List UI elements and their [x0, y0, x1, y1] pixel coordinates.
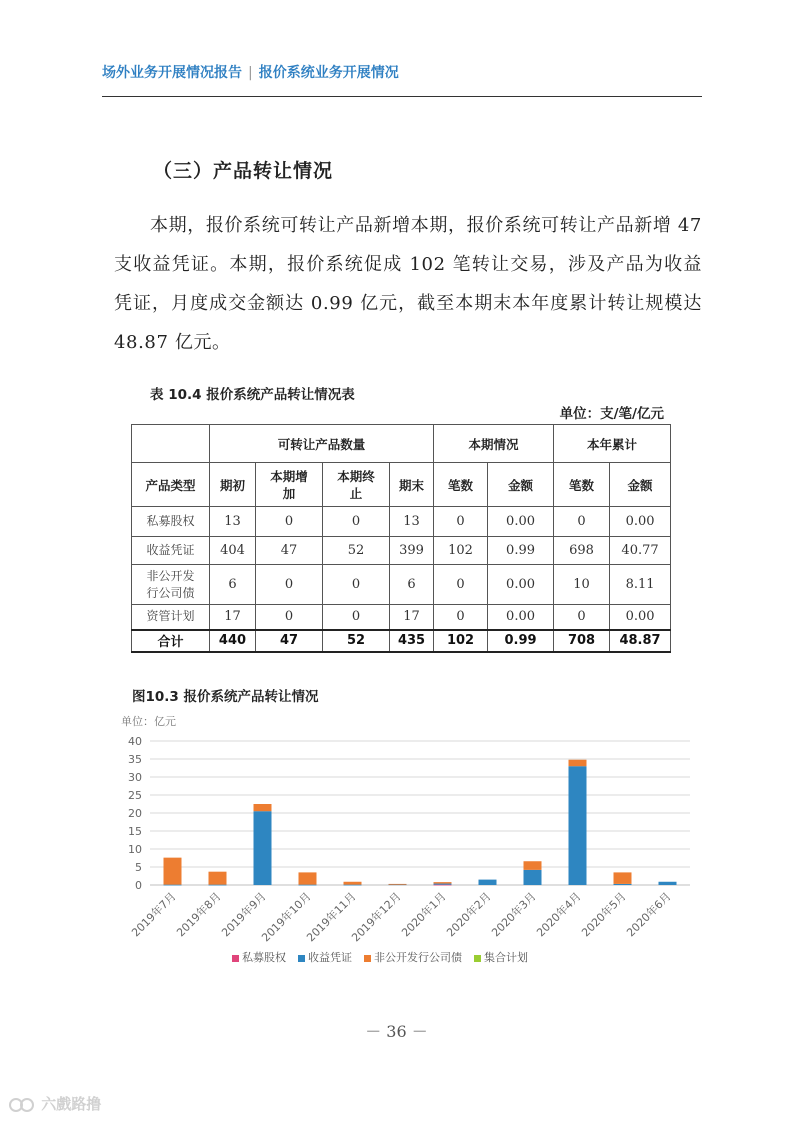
column-header: 笔数	[554, 463, 610, 507]
legend-label: 非公开发行公司债	[374, 951, 462, 964]
table-cell: 52	[323, 630, 390, 652]
table-cell: 0	[256, 605, 323, 630]
page-number: － 36 －	[365, 1022, 428, 1041]
watermark-text: 六戲路撸	[41, 1095, 102, 1113]
x-tick-label: 2019年7月	[129, 889, 179, 940]
table-row	[132, 565, 671, 605]
x-tick-label: 2020年3月	[489, 889, 539, 940]
table-cell: 6	[390, 565, 434, 605]
y-tick-label: 40	[128, 735, 142, 748]
column-header: 期末	[390, 463, 434, 507]
bar-segment	[209, 872, 227, 885]
table-cell: 48.87	[610, 630, 671, 652]
bar-segment	[164, 885, 182, 886]
bar-segment	[164, 858, 182, 885]
group-header-row	[132, 425, 671, 463]
y-tick-label: 35	[128, 753, 142, 766]
bar-segment	[569, 766, 587, 885]
table-cell: 17	[390, 605, 434, 630]
table-cell: 13	[210, 507, 256, 537]
bar-segment	[614, 884, 632, 885]
table-cell: 0	[256, 565, 323, 605]
table-cell: 102	[434, 630, 488, 652]
table-cell: 资管计划	[132, 605, 210, 630]
table-cell: 0.00	[488, 605, 554, 630]
x-tick-label: 2020年2月	[444, 889, 494, 940]
table-cell: 0	[323, 605, 390, 630]
table-cell: 10	[554, 565, 610, 605]
table-title: 表 10.4 报价系统产品转让情况表	[150, 387, 355, 403]
group-header: 本期情况	[434, 425, 554, 463]
column-header: 本期增加	[256, 463, 323, 507]
chart-legend	[232, 949, 540, 965]
table-cell: 17	[210, 605, 256, 630]
y-tick-label: 15	[128, 825, 142, 838]
bar-segment	[659, 882, 677, 885]
header-left: 场外业务开展情况报告	[102, 65, 242, 81]
table-cell: 0.99	[488, 537, 554, 565]
bar-segment	[569, 760, 587, 766]
column-header: 产品类型	[132, 463, 210, 507]
page-header	[102, 56, 702, 97]
bar-segment	[299, 885, 317, 886]
table-cell: 0	[256, 507, 323, 537]
table-cell: 0	[434, 565, 488, 605]
table-unit: 单位：支/笔/亿元	[559, 406, 664, 422]
table-cell: 399	[390, 537, 434, 565]
column-header: 金额	[488, 463, 554, 507]
bar-segment	[254, 804, 272, 811]
x-tick-label: 2019年12月	[349, 889, 404, 945]
table-row	[132, 537, 671, 565]
table-cell: 435	[390, 630, 434, 652]
legend-swatch	[232, 955, 239, 962]
table-cell: 698	[554, 537, 610, 565]
column-header: 金额	[610, 463, 671, 507]
y-tick-label: 30	[128, 771, 142, 784]
table-cell: 0.99	[488, 630, 554, 652]
y-tick-label: 25	[128, 789, 142, 802]
table-cell: 0	[434, 605, 488, 630]
bar-segment	[344, 885, 362, 886]
legend-swatch	[298, 955, 305, 962]
column-header: 笔数	[434, 463, 488, 507]
table-cell: 收益凭证	[132, 537, 210, 565]
y-tick-label: 0	[135, 879, 142, 892]
section-title: （三）产品转让情况	[153, 160, 334, 182]
x-tick-label: 2019年10月	[259, 889, 314, 945]
stacked-bar-chart	[110, 725, 700, 945]
group-header: 可转让产品数量	[210, 425, 434, 463]
legend-label: 集合计划	[484, 951, 528, 964]
group-header: 本年累计	[554, 425, 671, 463]
table-cell: 708	[554, 630, 610, 652]
table-cell: 40.77	[610, 537, 671, 565]
column-header: 本期终止	[323, 463, 390, 507]
total-row	[132, 630, 671, 652]
bar-segment	[209, 885, 227, 886]
column-header: 期初	[210, 463, 256, 507]
x-tick-label: 2019年8月	[174, 889, 224, 940]
x-tick-label: 2020年4月	[534, 889, 584, 940]
bar-segment	[299, 872, 317, 884]
bar-segment	[344, 882, 362, 885]
bar-segment	[254, 811, 272, 885]
legend-swatch	[474, 955, 481, 962]
figure-title: 图10.3 报价系统产品转让情况	[132, 689, 319, 705]
bar-segment	[434, 885, 452, 886]
table-row	[132, 507, 671, 537]
bar-segment	[479, 880, 497, 885]
watermark	[8, 1093, 101, 1114]
table-cell: 47	[256, 630, 323, 652]
x-tick-label: 2020年1月	[399, 889, 449, 940]
table-cell: 0.00	[610, 605, 671, 630]
chart-unit-label: 单位：亿元	[121, 715, 176, 728]
x-tick-label: 2020年6月	[624, 889, 674, 940]
table-cell: 404	[210, 537, 256, 565]
legend-label: 收益凭证	[308, 951, 352, 964]
bar-segment	[389, 884, 407, 885]
header-separator: |	[248, 65, 253, 81]
column-header-row	[132, 463, 671, 507]
table-cell: 8.11	[610, 565, 671, 605]
watermark-logo-icon	[8, 1097, 36, 1113]
blank-header	[132, 425, 210, 463]
header-right: 报价系统业务开展情况	[258, 65, 399, 81]
bar-segment	[524, 870, 542, 885]
bar-segment	[434, 882, 452, 883]
bar-segment	[614, 872, 632, 884]
table-cell: 0.00	[610, 507, 671, 537]
legend-item	[474, 949, 528, 965]
table-cell: 0.00	[488, 507, 554, 537]
table-cell: 私募股权	[132, 507, 210, 537]
table-cell: 6	[210, 565, 256, 605]
table-cell: 0	[323, 507, 390, 537]
table-cell: 0	[554, 605, 610, 630]
x-tick-label: 2019年11月	[304, 889, 359, 945]
bar-segment	[434, 884, 452, 885]
table-cell: 非公开发行公司债	[132, 565, 210, 605]
x-tick-label: 2020年5月	[579, 889, 629, 940]
table-cell: 440	[210, 630, 256, 652]
legend-item	[232, 949, 286, 965]
table-cell: 0	[554, 507, 610, 537]
table-cell: 52	[323, 537, 390, 565]
legend-swatch	[364, 955, 371, 962]
table-cell: 合计	[132, 630, 210, 652]
table-cell: 0	[434, 507, 488, 537]
bar-segment	[524, 861, 542, 870]
x-tick-label: 2019年9月	[219, 889, 269, 940]
body-paragraph: 本期，报价系统可转让产品新增本期，报价系统可转让产品新增 47 支收益凭证。本期，报价系统促成 102 笔转让交易，涉及产品为收益凭证，月度成交金额达 0.99 亿元，截至本期末本年度累计转让规模达 48.87 亿元。	[114, 215, 702, 353]
y-tick-label: 5	[135, 861, 142, 874]
table-cell: 102	[434, 537, 488, 565]
table-cell: 13	[390, 507, 434, 537]
legend-item	[364, 949, 462, 965]
transfer-table	[131, 424, 671, 653]
legend-item	[298, 949, 352, 965]
table-cell: 0	[323, 565, 390, 605]
header-text	[102, 62, 399, 82]
table-cell: 0.00	[488, 565, 554, 605]
table-row	[132, 605, 671, 630]
y-tick-label: 10	[128, 843, 142, 856]
y-tick-label: 20	[128, 807, 142, 820]
legend-label: 私募股权	[242, 951, 286, 964]
table-cell: 47	[256, 537, 323, 565]
